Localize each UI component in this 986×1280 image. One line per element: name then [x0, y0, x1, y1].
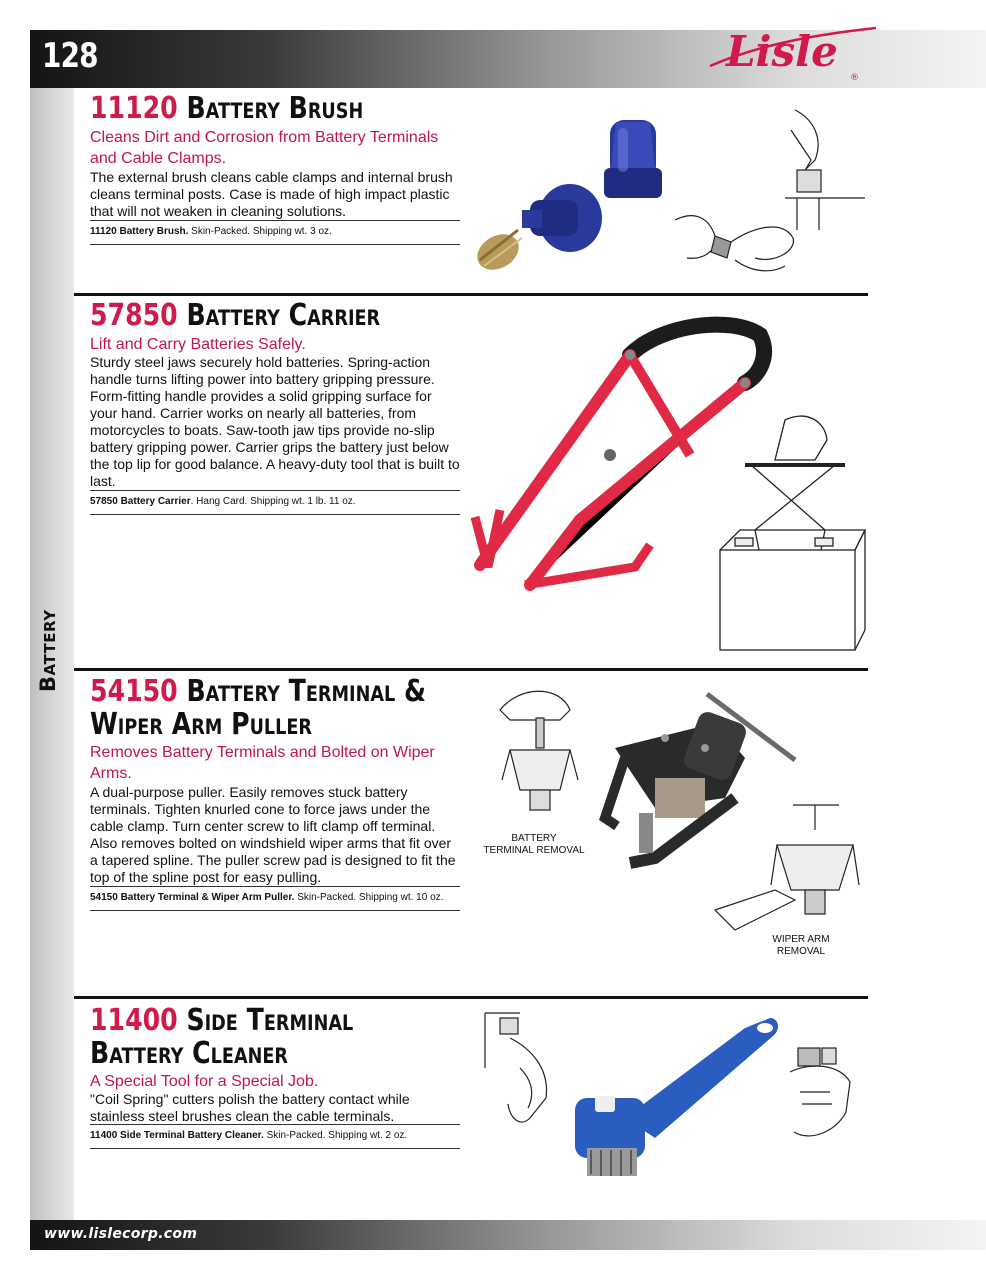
product-tagline: Lift and Carry Batteries Safely.	[90, 336, 306, 353]
battery-brush-usage-illustration	[665, 100, 865, 280]
product-spec	[90, 886, 460, 911]
wiper-arm-removal-illustration	[715, 800, 860, 935]
caption-line: WIPER ARM	[772, 934, 830, 945]
spec-product-name: 54150 Battery Terminal & Wiper Arm Puller.	[90, 892, 295, 903]
product-title	[90, 1004, 353, 1037]
logo-text: Lisle	[726, 27, 838, 76]
caption-line: BATTERY	[511, 833, 557, 844]
spec-details: Skin-Packed. Shipping wt. 3 oz.	[188, 226, 332, 237]
page-number: 128	[42, 36, 98, 76]
section-divider	[74, 996, 868, 999]
website-link[interactable]: www.lislecorp.com	[44, 1226, 198, 1242]
caption-line: TERMINAL REMOVAL	[483, 845, 585, 856]
product-spec	[90, 1124, 460, 1149]
spec-details: . Hang Card. Shipping wt. 1 lb. 11 oz.	[190, 496, 356, 507]
product-tagline: A Special Tool for a Special Job.	[90, 1073, 319, 1090]
terminal-removal-illustration	[490, 680, 590, 830]
product-title-line-2	[90, 1037, 288, 1070]
product-title	[90, 299, 380, 332]
spec-details: Skin-Packed. Shipping wt. 10 oz.	[294, 892, 444, 903]
battery-brush-image	[470, 100, 670, 285]
product-spec	[90, 220, 460, 245]
product-description: A dual-purpose puller. Easily removes stuck battery terminals. Tighten knurled cone to force jaws under the cable clamp. Turn center screw to lift clamp off terminal. Also removes bolted on windshield wiper arms that fit over a tapered spline. The puller screw pad is designed to fit the top of the spline post for easy pulling.	[90, 784, 456, 885]
terminal-removal-caption	[480, 833, 588, 857]
spec-product-name: 57850 Battery Carrier	[90, 496, 191, 507]
lisle-logo	[700, 14, 880, 86]
product-name-line-1: Side Terminal	[186, 1003, 354, 1038]
product-description: Sturdy steel jaws securely hold batteries. Spring-action handle turns lifting power into battery gripping pressure. Form-fitting handle provides a solid gripping surface for your hand. Carrier works on nearly all batteries, from motorcycles to boats. Saw-tooth jaw tips provide no-slip battery gripping power. Carrier grips the battery just below the top lip for good balance. A heavy-duty tool that is built to last.	[90, 354, 460, 489]
svg-text:®: ®	[850, 73, 859, 83]
side-terminal-cleaner-image	[565, 1008, 785, 1193]
spec-product-name: 11400 Side Terminal Battery Cleaner.	[90, 1130, 264, 1141]
product-name-line-2: Battery Cleaner	[90, 1036, 289, 1071]
product-spec	[90, 490, 460, 515]
product-number: 11120	[90, 91, 178, 126]
product-name: Battery Carrier	[186, 298, 381, 333]
product-number: 57850	[90, 298, 178, 333]
side-terminal-hand-illustration	[780, 1042, 860, 1157]
caption-line: REMOVAL	[776, 946, 826, 957]
spec-product-name: 11120 Battery Brush.	[90, 226, 189, 237]
product-tagline: Removes Battery Terminals and Bolted on Wiper Arms.	[90, 744, 435, 782]
product-title	[90, 675, 426, 708]
spec-details: Skin-Packed. Shipping wt. 2 oz.	[263, 1130, 408, 1141]
product-name-line-1: Battery Terminal &	[186, 674, 426, 709]
section-divider	[74, 293, 868, 296]
section-divider	[74, 668, 868, 671]
product-description: The external brush cleans cable clamps and internal brush cleans terminal posts. Case is made of high impact plastic that will not weaken in cleaning solutions.	[90, 169, 453, 219]
product-description: "Coil Spring" cutters polish the battery contact while stainless steel brushes clean the cable terminals.	[90, 1091, 410, 1124]
product-name: Battery Brush	[186, 91, 364, 126]
product-number: 54150	[90, 674, 178, 709]
product-title	[90, 92, 363, 125]
wiper-arm-removal-caption	[760, 934, 842, 958]
product-tagline: Cleans Dirt and Corrosion from Battery Terminals and Cable Clamps.	[90, 129, 439, 167]
product-name-line-2: Wiper Arm Puller	[90, 707, 313, 742]
product-number: 11400	[90, 1003, 178, 1038]
battery-carrier-usage-illustration	[715, 410, 865, 655]
product-title-line-2	[90, 708, 312, 741]
section-label: Battery	[36, 609, 60, 692]
